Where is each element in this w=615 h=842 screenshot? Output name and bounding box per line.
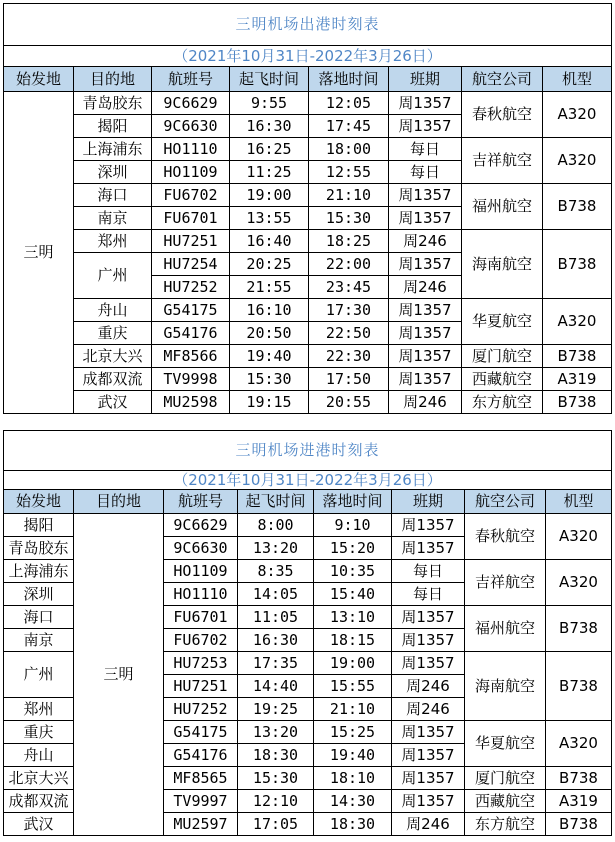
airline-cell: 厦门航空 xyxy=(465,767,546,790)
arrival-time-cell: 22:00 xyxy=(309,253,389,276)
origin-cell: 青岛胶东 xyxy=(4,537,74,560)
arrival-time-cell: 15:20 xyxy=(314,537,392,560)
departure-time-cell: 17:35 xyxy=(238,652,314,675)
flight-number-cell: MU2597 xyxy=(164,813,238,836)
schedule-cell: 周1357 xyxy=(389,299,462,322)
header-destination: 目的地 xyxy=(74,67,152,92)
arrival-time-cell: 15:55 xyxy=(314,675,392,698)
schedule-cell: 周1357 xyxy=(392,744,465,767)
aircraft-model-cell: B738 xyxy=(546,652,612,721)
flight-number-cell: HO1110 xyxy=(164,583,238,606)
flight-number-cell: HU7251 xyxy=(164,675,238,698)
departure-time-cell: 19:15 xyxy=(230,391,309,414)
schedule-cell: 周1357 xyxy=(392,652,465,675)
schedule-cell: 周246 xyxy=(392,698,465,721)
table-row xyxy=(4,514,612,537)
destination-cell: 郑州 xyxy=(74,230,152,253)
outbound-timetable xyxy=(3,3,612,414)
schedule-cell: 周1357 xyxy=(389,253,462,276)
departure-time-cell: 16:10 xyxy=(230,299,309,322)
schedule-cell: 周246 xyxy=(389,391,462,414)
flight-number-cell: FU6702 xyxy=(152,184,230,207)
schedule-cell: 周1357 xyxy=(389,184,462,207)
aircraft-model-cell: A320 xyxy=(543,92,612,138)
flight-number-cell: G54176 xyxy=(152,322,230,345)
arrival-time-cell: 14:30 xyxy=(314,790,392,813)
destination-cell: 海口 xyxy=(74,184,152,207)
outbound-subtitle: （2021年10月31日-2022年3月26日） xyxy=(4,46,612,67)
schedule-cell: 周246 xyxy=(392,813,465,836)
aircraft-model-cell: A320 xyxy=(546,514,612,560)
table-row xyxy=(4,92,612,115)
flight-number-cell: FU6702 xyxy=(164,629,238,652)
aircraft-model-cell: A320 xyxy=(546,721,612,767)
flight-number-cell: 9C6630 xyxy=(164,537,238,560)
arrival-time-cell: 15:30 xyxy=(309,207,389,230)
schedule-cell: 周1357 xyxy=(389,207,462,230)
flight-number-cell: FU6701 xyxy=(152,207,230,230)
airline-cell: 西藏航空 xyxy=(462,368,543,391)
departure-time-cell: 21:55 xyxy=(230,276,309,299)
flight-number-cell: 9C6629 xyxy=(164,514,238,537)
header-flight-number: 航班号 xyxy=(152,67,230,92)
destination-cell: 北京大兴 xyxy=(74,345,152,368)
departure-time-cell: 18:30 xyxy=(238,744,314,767)
aircraft-model-cell: B738 xyxy=(546,767,612,790)
departure-time-cell: 11:25 xyxy=(230,161,309,184)
flight-number-cell: HU7253 xyxy=(164,652,238,675)
inbound-title: 三明机场进港时刻表 xyxy=(4,431,612,471)
aircraft-model-cell: B738 xyxy=(543,230,612,299)
destination-cell: 成都双流 xyxy=(74,368,152,391)
flight-number-cell: MF8566 xyxy=(152,345,230,368)
origin-cell: 重庆 xyxy=(4,721,74,744)
departure-time-cell: 8:00 xyxy=(238,514,314,537)
flight-number-cell: G54175 xyxy=(152,299,230,322)
origin-cell: 揭阳 xyxy=(4,514,74,537)
table-row xyxy=(4,230,612,253)
table-row xyxy=(4,345,612,368)
aircraft-model-cell: B738 xyxy=(546,813,612,836)
schedule-cell: 周246 xyxy=(389,276,462,299)
schedule-cell: 周246 xyxy=(392,675,465,698)
schedule-cell: 每日 xyxy=(392,560,465,583)
table-row xyxy=(4,391,612,414)
arrival-time-cell: 20:55 xyxy=(309,391,389,414)
origin-cell: 郑州 xyxy=(4,698,74,721)
arrival-time-cell: 18:30 xyxy=(314,813,392,836)
departure-time-cell: 19:25 xyxy=(238,698,314,721)
arrival-time-cell: 22:30 xyxy=(309,345,389,368)
departure-time-cell: 11:05 xyxy=(238,606,314,629)
schedule-cell: 周1357 xyxy=(392,537,465,560)
header-flight-number: 航班号 xyxy=(164,490,238,514)
aircraft-model-cell: A320 xyxy=(543,299,612,345)
departure-time-cell: 13:20 xyxy=(238,721,314,744)
arrival-time-cell: 10:35 xyxy=(314,560,392,583)
airline-cell: 华夏航空 xyxy=(465,721,546,767)
departure-time-cell: 16:30 xyxy=(230,115,309,138)
flight-number-cell: HO1109 xyxy=(164,560,238,583)
header-aircraft-model: 机型 xyxy=(543,67,612,92)
table-row xyxy=(4,138,612,161)
table-row xyxy=(4,368,612,391)
destination-cell: 上海浦东 xyxy=(74,138,152,161)
arrival-time-cell: 15:40 xyxy=(314,583,392,606)
header-origin: 始发地 xyxy=(4,67,74,92)
header-origin: 始发地 xyxy=(4,490,74,514)
departure-time-cell: 15:30 xyxy=(230,368,309,391)
table-row xyxy=(4,184,612,207)
origin-cell: 武汉 xyxy=(4,813,74,836)
table-row xyxy=(4,299,612,322)
arrival-time-cell: 19:40 xyxy=(314,744,392,767)
departure-time-cell: 19:40 xyxy=(230,345,309,368)
airline-cell: 春秋航空 xyxy=(465,514,546,560)
arrival-time-cell: 21:10 xyxy=(314,698,392,721)
airline-cell: 福州航空 xyxy=(462,184,543,230)
flight-number-cell: G54176 xyxy=(164,744,238,767)
arrival-time-cell: 17:50 xyxy=(309,368,389,391)
schedule-cell: 周1357 xyxy=(389,322,462,345)
schedule-cell: 周1357 xyxy=(389,345,462,368)
destination-cell: 南京 xyxy=(74,207,152,230)
arrival-time-cell: 18:25 xyxy=(309,230,389,253)
departure-time-cell: 15:30 xyxy=(238,767,314,790)
departure-time-cell: 19:00 xyxy=(230,184,309,207)
origin-cell: 舟山 xyxy=(4,744,74,767)
origin-cell: 成都双流 xyxy=(4,790,74,813)
header-destination: 目的地 xyxy=(74,490,164,514)
header-airline: 航空公司 xyxy=(465,490,546,514)
arrival-time-cell: 23:45 xyxy=(309,276,389,299)
airline-cell: 东方航空 xyxy=(462,391,543,414)
arrival-time-cell: 17:30 xyxy=(309,299,389,322)
aircraft-model-cell: A319 xyxy=(543,368,612,391)
departure-time-cell: 13:20 xyxy=(238,537,314,560)
airline-cell: 春秋航空 xyxy=(462,92,543,138)
departure-time-cell: 17:05 xyxy=(238,813,314,836)
arrival-time-cell: 18:15 xyxy=(314,629,392,652)
arrival-time-cell: 12:55 xyxy=(309,161,389,184)
aircraft-model-cell: A320 xyxy=(543,138,612,184)
flight-number-cell: MF8565 xyxy=(164,767,238,790)
departure-time-cell: 14:40 xyxy=(238,675,314,698)
destination-cell: 三明 xyxy=(74,514,164,836)
header-airline: 航空公司 xyxy=(462,67,543,92)
airline-cell: 西藏航空 xyxy=(465,790,546,813)
flight-number-cell: G54175 xyxy=(164,721,238,744)
header-departure-time: 起飞时间 xyxy=(230,67,309,92)
departure-time-cell: 20:50 xyxy=(230,322,309,345)
origin-cell: 三明 xyxy=(4,92,74,414)
arrival-time-cell: 19:00 xyxy=(314,652,392,675)
aircraft-model-cell: B738 xyxy=(543,184,612,230)
aircraft-model-cell: A319 xyxy=(546,790,612,813)
arrival-time-cell: 22:50 xyxy=(309,322,389,345)
destination-cell: 揭阳 xyxy=(74,115,152,138)
airline-cell: 福州航空 xyxy=(465,606,546,652)
flight-number-cell: HU7251 xyxy=(152,230,230,253)
header-schedule: 班期 xyxy=(389,67,462,92)
flight-number-cell: HU7254 xyxy=(152,253,230,276)
inbound-timetable xyxy=(3,430,612,836)
schedule-cell: 周1357 xyxy=(389,115,462,138)
flight-number-cell: 9C6629 xyxy=(152,92,230,115)
origin-cell: 深圳 xyxy=(4,583,74,606)
departure-time-cell: 12:10 xyxy=(238,790,314,813)
origin-cell: 海口 xyxy=(4,606,74,629)
departure-time-cell: 13:55 xyxy=(230,207,309,230)
header-arrival-time: 落地时间 xyxy=(314,490,392,514)
flight-number-cell: TV9997 xyxy=(164,790,238,813)
flight-number-cell: FU6701 xyxy=(164,606,238,629)
schedule-cell: 周1357 xyxy=(392,514,465,537)
schedule-cell: 周1357 xyxy=(389,368,462,391)
departure-time-cell: 8:35 xyxy=(238,560,314,583)
flight-number-cell: HO1109 xyxy=(152,161,230,184)
airline-cell: 厦门航空 xyxy=(462,345,543,368)
schedule-cell: 周1357 xyxy=(392,606,465,629)
arrival-time-cell: 18:00 xyxy=(309,138,389,161)
schedule-cell: 每日 xyxy=(389,161,462,184)
departure-time-cell: 9:55 xyxy=(230,92,309,115)
outbound-title: 三明机场出港时刻表 xyxy=(4,4,612,46)
origin-cell: 上海浦东 xyxy=(4,560,74,583)
header-arrival-time: 落地时间 xyxy=(309,67,389,92)
arrival-time-cell: 15:25 xyxy=(314,721,392,744)
schedule-cell: 周246 xyxy=(389,230,462,253)
aircraft-model-cell: B738 xyxy=(546,606,612,652)
departure-time-cell: 16:30 xyxy=(238,629,314,652)
arrival-time-cell: 21:10 xyxy=(309,184,389,207)
origin-cell: 南京 xyxy=(4,629,74,652)
flight-number-cell: TV9998 xyxy=(152,368,230,391)
airline-cell: 华夏航空 xyxy=(462,299,543,345)
origin-cell: 广州 xyxy=(4,652,74,698)
destination-cell: 重庆 xyxy=(74,322,152,345)
aircraft-model-cell: B738 xyxy=(543,391,612,414)
arrival-time-cell: 17:45 xyxy=(309,115,389,138)
flight-number-cell: HO1110 xyxy=(152,138,230,161)
flight-number-cell: HU7252 xyxy=(152,276,230,299)
arrival-time-cell: 9:10 xyxy=(314,514,392,537)
schedule-cell: 周1357 xyxy=(392,790,465,813)
arrival-time-cell: 18:10 xyxy=(314,767,392,790)
header-aircraft-model: 机型 xyxy=(546,490,612,514)
aircraft-model-cell: B738 xyxy=(543,345,612,368)
inbound-subtitle: （2021年10月31日-2022年3月26日） xyxy=(4,471,612,490)
schedule-cell: 周1357 xyxy=(389,92,462,115)
destination-cell: 深圳 xyxy=(74,161,152,184)
destination-cell: 武汉 xyxy=(74,391,152,414)
airline-cell: 海南航空 xyxy=(462,230,543,299)
airline-cell: 吉祥航空 xyxy=(465,560,546,606)
schedule-cell: 每日 xyxy=(392,583,465,606)
schedule-cell: 周1357 xyxy=(392,721,465,744)
departure-time-cell: 20:25 xyxy=(230,253,309,276)
schedule-cell: 每日 xyxy=(389,138,462,161)
header-schedule: 班期 xyxy=(392,490,465,514)
airline-cell: 海南航空 xyxy=(465,652,546,721)
aircraft-model-cell: A320 xyxy=(546,560,612,606)
origin-cell: 北京大兴 xyxy=(4,767,74,790)
arrival-time-cell: 12:05 xyxy=(309,92,389,115)
flight-number-cell: HU7252 xyxy=(164,698,238,721)
header-departure-time: 起飞时间 xyxy=(238,490,314,514)
arrival-time-cell: 13:10 xyxy=(314,606,392,629)
departure-time-cell: 16:40 xyxy=(230,230,309,253)
destination-cell: 广州 xyxy=(74,253,152,299)
airline-cell: 东方航空 xyxy=(465,813,546,836)
destination-cell: 青岛胶东 xyxy=(74,92,152,115)
airline-cell: 吉祥航空 xyxy=(462,138,543,184)
schedule-cell: 周1357 xyxy=(392,767,465,790)
flight-number-cell: 9C6630 xyxy=(152,115,230,138)
departure-time-cell: 16:25 xyxy=(230,138,309,161)
destination-cell: 舟山 xyxy=(74,299,152,322)
flight-number-cell: MU2598 xyxy=(152,391,230,414)
departure-time-cell: 14:05 xyxy=(238,583,314,606)
schedule-cell: 周1357 xyxy=(392,629,465,652)
